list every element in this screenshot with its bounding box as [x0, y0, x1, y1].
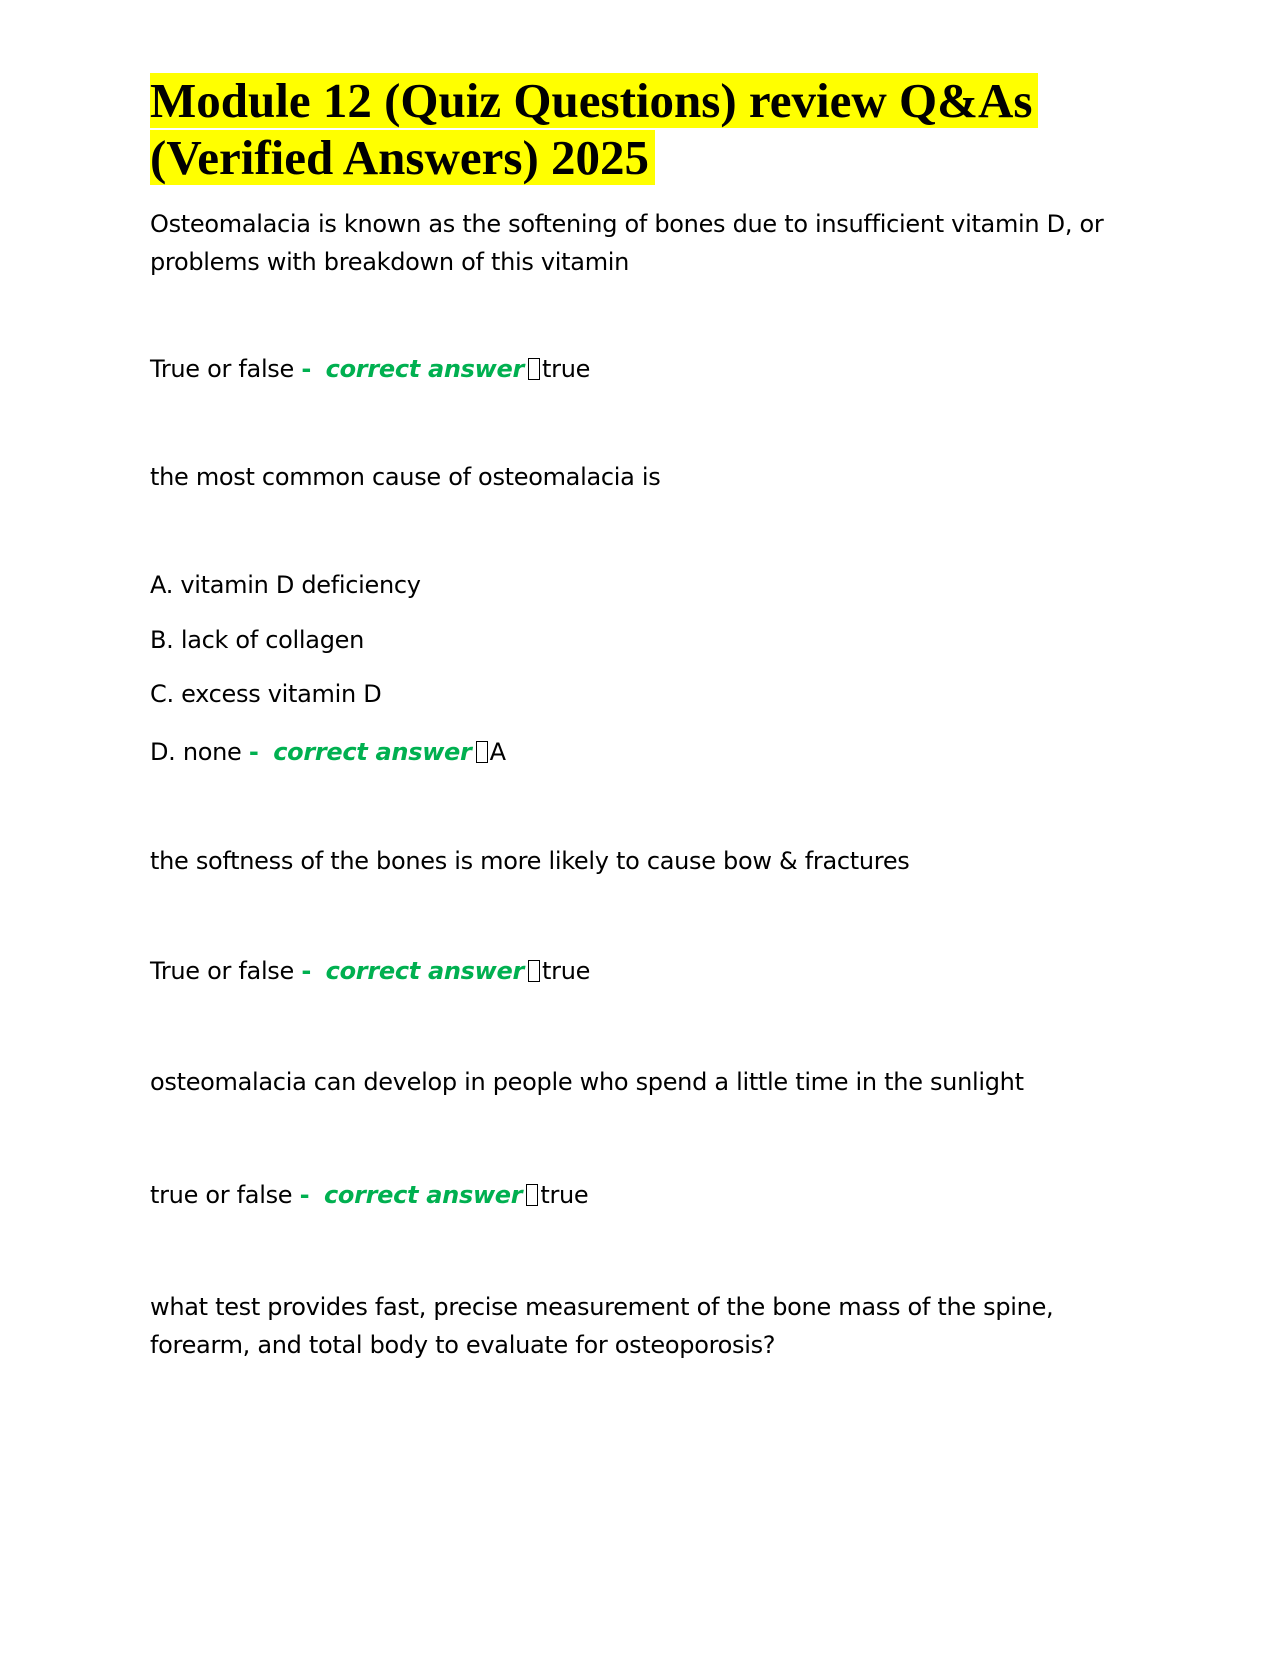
- answer-dash: -: [301, 355, 311, 383]
- answer-line-1: [150, 350, 590, 388]
- prompt-text: true or false: [150, 1181, 293, 1209]
- question-4-text: osteomalacia can develop in people who spend a little time in the sunlight: [150, 1068, 1024, 1096]
- question-2-text: the most common cause of osteomalacia is: [150, 463, 661, 491]
- missing-glyph-box-icon: [526, 1184, 538, 1206]
- answer-dash: -: [299, 1181, 310, 1209]
- answer-value: true: [542, 957, 591, 985]
- missing-glyph-box-icon: [528, 960, 540, 982]
- title-highlight: Module 12 (Quiz Questions) review Q&As (Verified Answers) 2025: [150, 73, 1038, 185]
- missing-glyph-box-icon: [528, 358, 540, 380]
- answer-line-4: [150, 1176, 588, 1214]
- answer-value: A: [489, 738, 506, 766]
- answer-value: true: [542, 355, 591, 383]
- question-1-text: Osteomalacia is known as the softening of bones due to insufficient vitamin D, or problems with breakdown of this vitamin: [150, 210, 1104, 276]
- question-3-text: the softness of the bones is more likely to cause bow & fractures: [150, 847, 910, 875]
- answer-line-2: [150, 733, 506, 771]
- option-a: A. vitamin D deficiency: [150, 571, 421, 599]
- prompt-text: True or false: [150, 355, 294, 383]
- answer-value: true: [540, 1181, 589, 1209]
- correct-answer-label: correct answer: [273, 738, 472, 766]
- answer-line-3: [150, 952, 590, 990]
- correct-answer-label: correct answer: [325, 355, 525, 383]
- answer-dash: -: [248, 738, 259, 766]
- missing-glyph-box-icon: [476, 741, 488, 763]
- question-5-text: what test provides fast, precise measurement of the bone mass of the spine, forearm, and total body to evaluate for osteoporosis?: [150, 1293, 1054, 1359]
- prompt-text: True or false: [150, 957, 294, 985]
- option-c: C. excess vitamin D: [150, 680, 382, 708]
- option-d: D. none: [150, 738, 242, 766]
- page-title: [150, 72, 1150, 186]
- option-b: B. lack of collagen: [150, 626, 365, 654]
- answer-dash: -: [301, 957, 311, 985]
- correct-answer-label: correct answer: [325, 957, 525, 985]
- correct-answer-label: correct answer: [323, 1181, 523, 1209]
